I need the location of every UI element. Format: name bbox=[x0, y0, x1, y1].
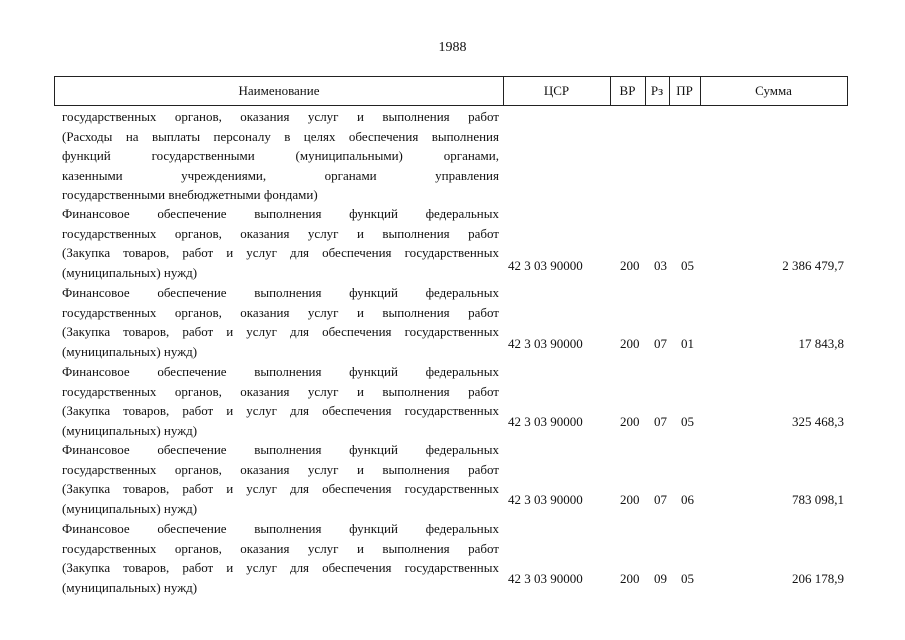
name-line: функций государственными (муниципальными) органами, bbox=[62, 148, 499, 163]
name-line: (Закупка товаров, работ и услуг для обеспечения государственных bbox=[62, 481, 499, 496]
name-line: Финансовое обеспечение выполнения функций федеральных bbox=[62, 521, 499, 536]
name-line: (Закупка товаров, работ и услуг для обеспечения государственных bbox=[62, 324, 499, 339]
name-line: государственных органов, оказания услуг и выполнения работ bbox=[62, 109, 499, 124]
cell-csr: 42 3 03 90000 bbox=[508, 492, 583, 507]
name-line: государственными внебюджетными фондами) bbox=[62, 187, 318, 202]
header-csr: ЦСР bbox=[503, 77, 611, 105]
cell-pr: 05 bbox=[681, 571, 694, 586]
cell-csr: 42 3 03 90000 bbox=[508, 414, 583, 429]
cell-rz: 07 bbox=[654, 336, 667, 351]
cell-vr: 200 bbox=[620, 492, 640, 507]
table-header bbox=[54, 76, 848, 106]
cell-pr: 05 bbox=[681, 414, 694, 429]
cell-sum: 325 468,3 bbox=[792, 414, 844, 429]
cell-csr: 42 3 03 90000 bbox=[508, 336, 583, 351]
name-line: (Расходы на выплаты персоналу в целях обеспечения выполнения bbox=[62, 128, 499, 144]
name-line: казенными учреждениями, органами управления bbox=[62, 167, 499, 183]
name-line: государственных органов, оказания услуг и выполнения работ bbox=[62, 540, 499, 556]
cell-vr: 200 bbox=[620, 571, 640, 586]
cell-csr: 42 3 03 90000 bbox=[508, 571, 583, 586]
name-line: (муниципальных) нужд) bbox=[62, 579, 198, 595]
cell-pr: 05 bbox=[681, 258, 694, 273]
name-line: Финансовое обеспечение выполнения функций федеральных bbox=[62, 285, 499, 300]
name-line: (муниципальных) нужд) bbox=[62, 422, 198, 438]
name-line: (Закупка товаров, работ и услуг для обеспечения государственных bbox=[62, 245, 499, 260]
name-line: Финансовое обеспечение выполнения функций федеральных bbox=[62, 206, 499, 221]
name-line: Финансовое обеспечение выполнения функций федеральных bbox=[62, 442, 499, 457]
cell-sum: 17 843,8 bbox=[798, 336, 844, 351]
page-number: 1988 bbox=[438, 40, 467, 55]
name-line: (Закупка товаров, работ и услуг для обеспечения государственных bbox=[62, 560, 499, 575]
cell-rz: 03 bbox=[654, 258, 667, 273]
row-name bbox=[62, 204, 499, 282]
name-line: государственных органов, оказания услуг и выполнения работ bbox=[62, 461, 499, 477]
name-line: государственных органов, оказания услуг и выполнения работ bbox=[62, 304, 499, 320]
cell-sum: 783 098,1 bbox=[792, 492, 844, 507]
cell-rz: 07 bbox=[654, 414, 667, 429]
cell-csr: 42 3 03 90000 bbox=[508, 258, 583, 273]
row-name bbox=[62, 362, 499, 440]
continuation-name bbox=[62, 107, 499, 205]
name-line: государственных органов, оказания услуг и выполнения работ bbox=[62, 383, 499, 399]
cell-sum: 2 386 479,7 bbox=[782, 258, 844, 273]
cell-pr: 06 bbox=[681, 492, 694, 507]
header-sum: Сумма bbox=[755, 83, 792, 98]
cell-vr: 200 bbox=[620, 336, 640, 351]
cell-vr: 200 bbox=[620, 258, 640, 273]
name-line: Финансовое обеспечение выполнения функций федеральных bbox=[62, 364, 499, 379]
row-name bbox=[62, 283, 499, 361]
row-name bbox=[62, 440, 499, 518]
header-pr: ПР bbox=[669, 77, 701, 105]
header-name: Наименование bbox=[55, 77, 504, 105]
header-rz: Рз bbox=[645, 77, 670, 105]
row-name bbox=[62, 519, 499, 597]
name-line: государственных органов, оказания услуг и выполнения работ bbox=[62, 225, 499, 241]
cell-sum: 206 178,9 bbox=[792, 571, 844, 586]
name-line: (муниципальных) нужд) bbox=[62, 264, 198, 280]
cell-rz: 07 bbox=[654, 492, 667, 507]
name-line: (муниципальных) нужд) bbox=[62, 500, 198, 516]
cell-pr: 01 bbox=[681, 336, 694, 351]
name-line: (муниципальных) нужд) bbox=[62, 343, 198, 359]
header-vr: ВР bbox=[610, 77, 646, 105]
name-line: (Закупка товаров, работ и услуг для обеспечения государственных bbox=[62, 403, 499, 418]
cell-vr: 200 bbox=[620, 414, 640, 429]
cell-rz: 09 bbox=[654, 571, 667, 586]
